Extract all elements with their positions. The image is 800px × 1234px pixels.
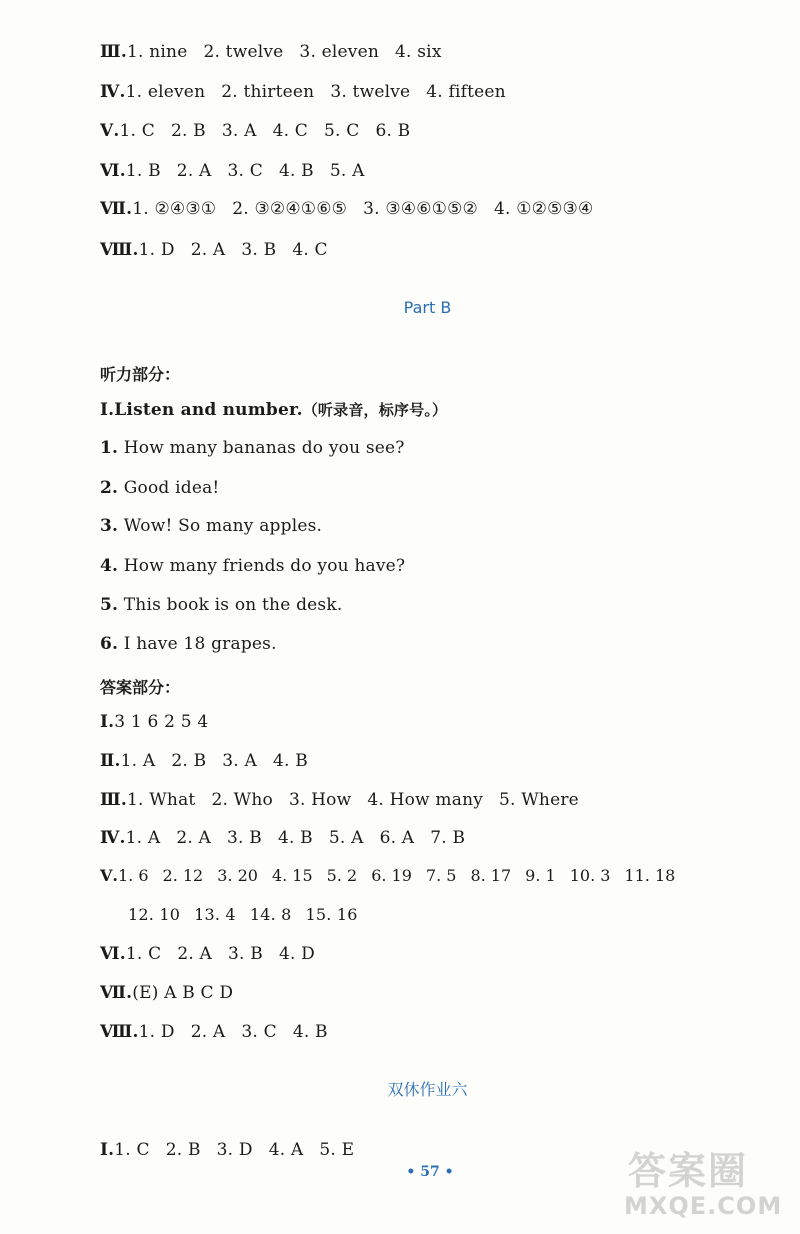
script-number: 4. [100, 556, 119, 576]
answer-line-7 [100, 199, 593, 219]
roman-numeral: Ⅰ. [100, 400, 115, 420]
answer-line-5 [100, 121, 410, 141]
answer-item: 1. A [125, 828, 161, 848]
answer-item: 4. A [268, 1140, 304, 1160]
answer-item: 4. B [277, 828, 313, 848]
answer-line-b5 [100, 866, 675, 885]
answer-item: 7. 5 [425, 866, 457, 885]
answer-item: 3. C [227, 161, 263, 181]
answer-item: 8. 17 [470, 866, 512, 885]
answer-line-b3 [100, 790, 579, 810]
answer-item: 11. 18 [624, 866, 676, 885]
answer-item: 2. A [190, 240, 226, 260]
answer-item: 3. C [241, 1022, 277, 1042]
answer-item: 2. A [176, 161, 212, 181]
script-text: Good idea! [123, 478, 220, 498]
script-text: I have 18 grapes. [123, 634, 277, 654]
answer-item: 6. B [375, 121, 411, 141]
answer-line-4 [100, 82, 506, 102]
answer-item: 1. nine [127, 42, 188, 62]
answer-item: 2. A [190, 1022, 226, 1042]
answer-item: 4. B [292, 1022, 328, 1042]
listening-question [100, 399, 447, 420]
answer-item: 3. D [216, 1140, 253, 1160]
answer-item: 5. A [329, 161, 365, 181]
answer-item: 4. C [272, 121, 309, 141]
roman-numeral: Ⅱ. [100, 751, 121, 771]
roman-numeral: Ⅰ. [100, 1140, 115, 1160]
script-number: 2. [100, 478, 119, 498]
answer-line-b2 [100, 751, 308, 771]
script-number: 3. [100, 516, 119, 536]
script-text: How many friends do you have? [123, 556, 406, 576]
roman-numeral: Ⅵ. [100, 944, 126, 964]
script-text: How many bananas do you see? [123, 438, 405, 458]
answer-item: 1. B [125, 161, 161, 181]
answer-item: 3. twelve [330, 82, 411, 102]
answer-line-b8 [100, 1022, 328, 1042]
answer-item: 2. B [170, 121, 206, 141]
script-number: 1. [100, 438, 119, 458]
answer-item: 4. ①②⑤③④ [494, 199, 594, 219]
answer-line-6 [100, 161, 365, 181]
answer-item: 7. B [430, 828, 466, 848]
watermark-top-text: 答案圈 [628, 1149, 749, 1193]
roman-numeral: Ⅰ. [100, 712, 115, 732]
answer-item: 1. ②④③① [132, 199, 217, 219]
question-title: Listen and number. [114, 400, 303, 420]
answer-line-3 [100, 42, 442, 62]
answer-item: 12. 10 [128, 905, 181, 924]
weekend-answer-line [100, 1140, 354, 1160]
answer-item: 1. C [125, 944, 162, 964]
answer-item: 3. A [221, 121, 257, 141]
answer-item: 2. thirteen [221, 82, 315, 102]
listening-label: 听力部分： [100, 365, 181, 384]
answer-item: 1. C [114, 1140, 150, 1160]
answer-item: 14. 8 [249, 905, 292, 924]
question-note: （听录音，标序号。） [302, 401, 448, 419]
answer-item: 4. D [278, 944, 315, 964]
roman-numeral: Ⅷ. [100, 1022, 139, 1042]
answer-item: 5. Where [499, 790, 579, 810]
answer-item: 13. 4 [194, 905, 236, 924]
roman-numeral: Ⅶ. [100, 199, 133, 219]
page-number: • 57 • [406, 1164, 454, 1180]
answer-item: 3. eleven [299, 42, 380, 62]
watermark-bottom-text: MXQE.COM [624, 1192, 783, 1220]
answer-line-b1 [100, 712, 208, 732]
answer-item: 4. C [292, 240, 328, 260]
answer-label: 答案部分： [100, 678, 181, 697]
answer-item: 3. B [227, 828, 262, 848]
roman-numeral: Ⅵ. [100, 161, 126, 181]
script-line [100, 634, 277, 654]
script-number: 6. [100, 634, 119, 654]
script-text: Wow! So many apples. [123, 516, 323, 536]
answer-item: 6. A [379, 828, 415, 848]
answer-line-b7 [100, 983, 233, 1003]
answer-item: 2. B [165, 1140, 201, 1160]
answer-item: 3. ③④⑥①⑤② [363, 199, 478, 219]
roman-numeral: Ⅴ. [100, 866, 118, 885]
script-number: 5. [100, 595, 119, 615]
answer-item: 4. fifteen [426, 82, 506, 102]
part-b-heading: Part B [403, 298, 452, 317]
answer-item: 3. 20 [217, 866, 258, 885]
answer-item: 10. 3 [569, 866, 611, 885]
answer-item: 9. 1 [525, 866, 556, 885]
answer-item: 2. Who [211, 790, 273, 810]
roman-numeral: Ⅲ. [100, 790, 128, 810]
answer-item: 4. B [272, 751, 308, 771]
script-text: This book is on the desk. [123, 595, 343, 615]
answer-item: 4. B [278, 161, 314, 181]
answer-item: 5. C [324, 121, 360, 141]
answer-item: 3. A [222, 751, 257, 771]
answer-item: 3. How [288, 790, 352, 810]
watermark-logo [610, 1140, 800, 1234]
answer-item: 1. What [127, 790, 196, 810]
answer-item: 5. 2 [326, 866, 358, 885]
answer-item: 1. D [138, 1022, 175, 1042]
answer-line-b6 [100, 944, 315, 964]
answer-item: 2. ③②④①⑥⑤ [232, 199, 348, 219]
answer-line-8 [100, 240, 328, 260]
answer-item: 15. 16 [305, 905, 358, 924]
roman-numeral: Ⅶ. [100, 983, 133, 1003]
answer-item: 1. D [138, 240, 175, 260]
answer-item: 5. E [319, 1140, 355, 1160]
answer-item: (E) A B C D [132, 983, 234, 1003]
answer-item: 2. A [176, 828, 212, 848]
answer-line-b5-cont [128, 905, 358, 924]
answer-item: 4. How many [367, 790, 484, 810]
roman-numeral: Ⅳ. [100, 828, 126, 848]
answer-item: 1. A [120, 751, 156, 771]
answer-item: 2. 12 [162, 866, 204, 885]
answer-item: 4. six [395, 42, 442, 62]
answer-item: 3 1 6 2 5 4 [114, 712, 209, 732]
script-line [100, 438, 405, 458]
script-line [100, 478, 219, 498]
answer-item: 5. A [328, 828, 364, 848]
roman-numeral: Ⅳ. [100, 82, 126, 102]
answer-item: 1. eleven [125, 82, 206, 102]
answer-item: 2. twelve [203, 42, 284, 62]
script-line [100, 556, 405, 576]
answer-item: 3. B [228, 944, 263, 964]
answer-item: 2. A [177, 944, 213, 964]
roman-numeral: Ⅲ. [100, 42, 128, 62]
answer-item: 3. B [241, 240, 277, 260]
weekend-heading: 双休作业六 [387, 1080, 468, 1099]
roman-numeral: Ⅷ. [100, 240, 139, 260]
answer-item: 2. B [171, 751, 207, 771]
answer-item: 6. 19 [371, 866, 412, 885]
answer-line-b4 [100, 828, 465, 848]
script-line [100, 595, 342, 615]
roman-numeral: Ⅴ. [100, 121, 120, 141]
answer-item: 4. 15 [271, 866, 313, 885]
answer-item: 1. C [119, 121, 155, 141]
answer-item: 1. 6 [117, 866, 149, 885]
script-line [100, 516, 322, 536]
